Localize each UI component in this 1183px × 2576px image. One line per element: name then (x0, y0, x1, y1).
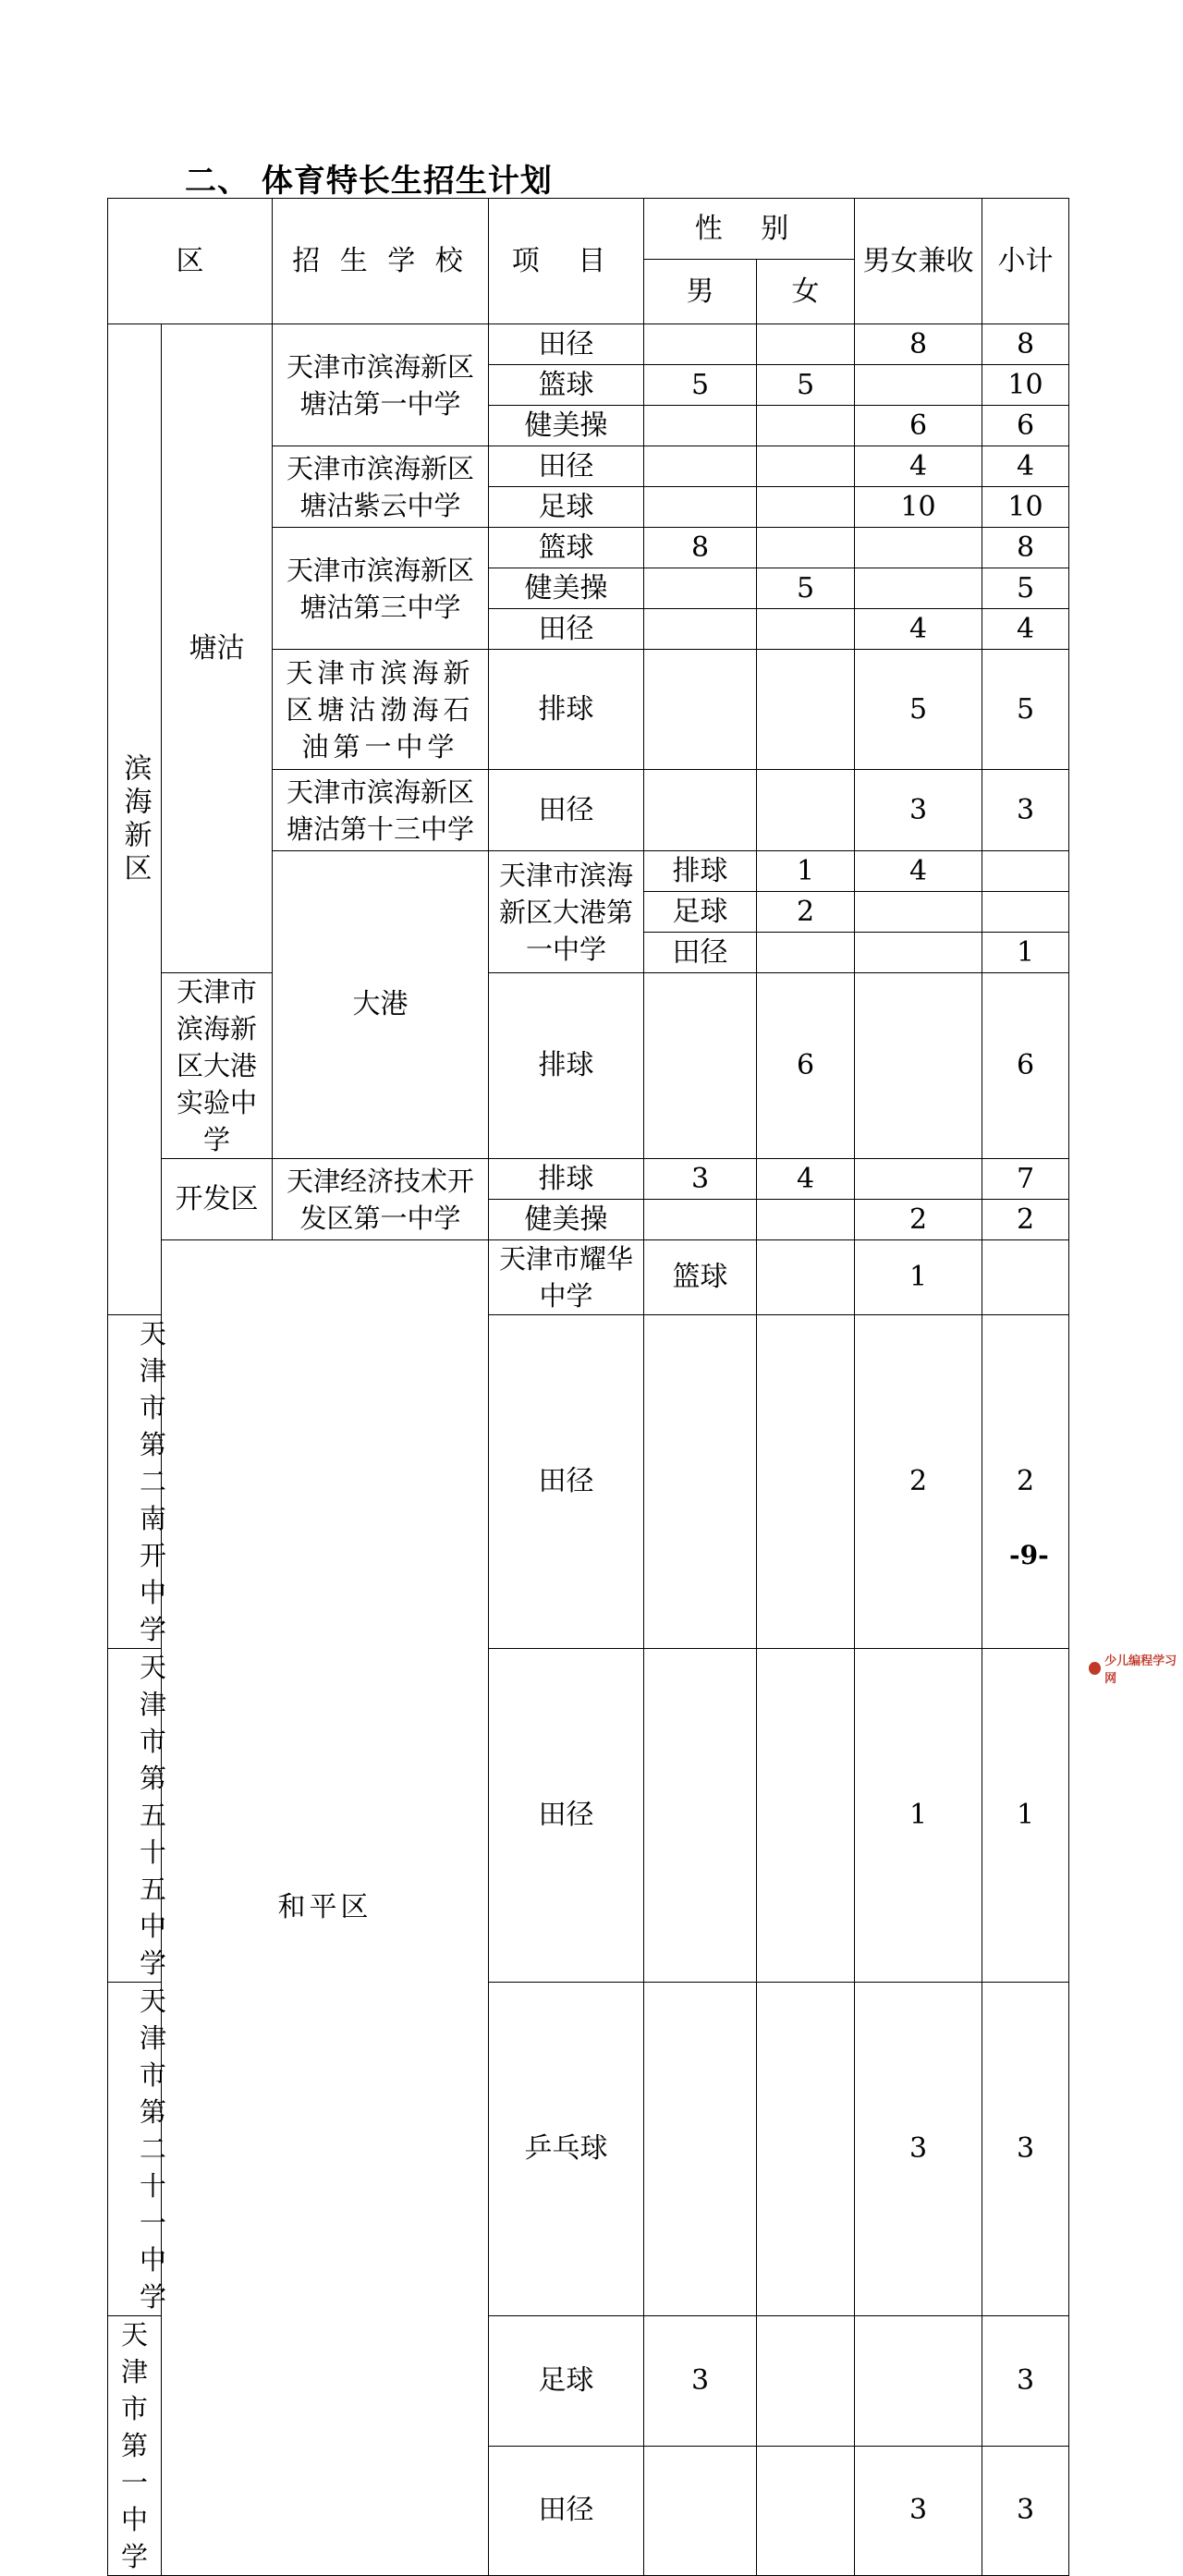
table-row (108, 973, 1069, 1159)
male-cell (644, 1983, 757, 2316)
subtotal-cell: 2 (982, 1200, 1069, 1240)
male-cell: 5 (644, 365, 757, 406)
mixed-cell: 3 (855, 2446, 982, 2576)
subtotal-cell: 10 (982, 365, 1069, 406)
header-mixed: 男女兼收 (855, 199, 982, 324)
school-cell: 天津市第二十一中学 (108, 1983, 162, 2316)
male-cell (644, 487, 757, 528)
subtotal-cell: 3 (982, 770, 1069, 851)
mixed-cell: 5 (855, 650, 982, 770)
subtotal-cell: 4 (982, 609, 1069, 650)
male-cell: 3 (644, 1159, 757, 1200)
mixed-cell: 4 (855, 446, 982, 487)
project-cell: 篮球 (489, 365, 644, 406)
female-cell (757, 1983, 855, 2316)
logo-icon (1089, 1662, 1101, 1675)
enrollment-table (107, 198, 1069, 2576)
mixed-cell: 1 (855, 1649, 982, 1983)
subtotal-cell: 5 (982, 568, 1069, 609)
project-cell: 田径 (489, 324, 644, 365)
male-cell (644, 609, 757, 650)
project-cell: 田径 (489, 2446, 644, 2576)
female-cell (757, 487, 855, 528)
female-cell (757, 324, 855, 365)
subtotal-cell: 3 (982, 2316, 1069, 2447)
school-cell: 天津市第一中学 (108, 2316, 162, 2576)
male-cell (644, 1315, 757, 1649)
footer-logo-text: 少儿编程学习网 (1104, 1654, 1177, 1686)
school-cell: 天津市滨海新区大港第一中学 (489, 851, 644, 973)
subtotal-cell: 2 (982, 1315, 1069, 1649)
female-cell (757, 1200, 855, 1240)
project-cell: 田径 (489, 446, 644, 487)
header-gender: 性 别 (644, 199, 855, 260)
female-cell: 6 (757, 973, 855, 1159)
mixed-cell (855, 365, 982, 406)
female-cell: 4 (757, 1159, 855, 1200)
page-number: -9- (1009, 1540, 1049, 1570)
female-cell (855, 933, 982, 973)
mixed-cell: 2 (855, 1200, 982, 1240)
project-cell: 足球 (644, 892, 757, 933)
male-cell (644, 2446, 757, 2576)
female-cell (757, 406, 855, 446)
table-row (108, 324, 1069, 365)
group-dagang: 大港 (273, 851, 489, 1159)
school-cell: 天津市滨海新区塘沽紫云中学 (273, 446, 489, 528)
mixed-cell: 8 (855, 324, 982, 365)
female-cell (757, 1315, 855, 1649)
male-cell: 2 (757, 892, 855, 933)
subtotal-cell: 8 (982, 324, 1069, 365)
female-cell (757, 528, 855, 568)
group-tanggu: 塘沽 (162, 324, 273, 973)
male-cell: 3 (644, 2316, 757, 2447)
female-cell (757, 2316, 855, 2447)
table-row (108, 1240, 1069, 1315)
female-cell (757, 609, 855, 650)
school-cell: 天津市第二南开中学 (108, 1315, 162, 1649)
male-cell (644, 406, 757, 446)
project-cell: 排球 (489, 1159, 644, 1200)
female-cell (757, 650, 855, 770)
subtotal-cell: 10 (982, 487, 1069, 528)
mixed-cell: 6 (855, 406, 982, 446)
mixed-cell (855, 528, 982, 568)
school-cell: 天津市耀华中学 (489, 1240, 644, 1315)
group-binhai: 滨海新区 (108, 324, 162, 1315)
male-cell: 1 (757, 851, 855, 892)
male-cell (757, 933, 855, 973)
female-cell: 1 (855, 1240, 982, 1315)
school-cell: 天津市滨海新区塘沽第十三中学 (273, 770, 489, 851)
project-cell: 田径 (489, 1315, 644, 1649)
footer-logo (1089, 1651, 1183, 1686)
project-cell: 篮球 (489, 528, 644, 568)
header-district: 区 (108, 199, 273, 324)
mixed-cell: 1 (982, 933, 1069, 973)
male-cell (644, 1200, 757, 1240)
female-cell: 5 (757, 365, 855, 406)
male-cell (644, 973, 757, 1159)
male-cell (644, 650, 757, 770)
project-cell: 排球 (644, 851, 757, 892)
female-cell (757, 770, 855, 851)
female-cell (757, 446, 855, 487)
school-cell: 天津市滨海新区塘沽渤海石油第一中学 (273, 650, 489, 770)
project-cell: 田径 (489, 1649, 644, 1983)
male-cell (644, 568, 757, 609)
mixed-cell (982, 892, 1069, 933)
header-subtotal: 小计 (982, 199, 1069, 324)
male-cell: 8 (644, 528, 757, 568)
subtotal-cell: 3 (982, 1983, 1069, 2316)
project-cell: 足球 (489, 2316, 644, 2447)
header-school: 招 生 学 校 (273, 199, 489, 324)
header-male: 男 (644, 260, 757, 324)
project-cell: 田径 (489, 609, 644, 650)
project-cell: 健美操 (489, 568, 644, 609)
male-cell (644, 446, 757, 487)
school-cell: 天津市滨海新区大港实验中学 (162, 973, 273, 1159)
subtotal-cell: 3 (982, 2446, 1069, 2576)
male-cell (644, 1649, 757, 1983)
female-cell (855, 892, 982, 933)
group-kaifaqu: 开发区 (162, 1159, 273, 1240)
school-cell: 天津市滨海新区塘沽第一中学 (273, 324, 489, 446)
subtotal-cell: 4 (982, 446, 1069, 487)
mixed-cell: 3 (855, 1983, 982, 2316)
mixed-cell (982, 1240, 1069, 1315)
project-cell: 排球 (489, 973, 644, 1159)
subtotal-cell: 1 (982, 1649, 1069, 1983)
project-cell: 乒乓球 (489, 1983, 644, 2316)
mixed-cell (982, 851, 1069, 892)
female-cell: 4 (855, 851, 982, 892)
project-cell: 田径 (489, 770, 644, 851)
project-cell: 排球 (489, 650, 644, 770)
header-female: 女 (757, 260, 855, 324)
subtotal-cell: 7 (982, 1159, 1069, 1200)
subtotal-cell: 5 (982, 650, 1069, 770)
school-cell: 天津市第五十五中学 (108, 1649, 162, 1983)
female-cell (757, 2446, 855, 2576)
mixed-cell (855, 973, 982, 1159)
female-cell: 5 (757, 568, 855, 609)
project-cell: 田径 (644, 933, 757, 973)
mixed-cell: 4 (855, 609, 982, 650)
project-cell: 足球 (489, 487, 644, 528)
project-cell: 健美操 (489, 406, 644, 446)
project-cell: 篮球 (644, 1240, 757, 1315)
mixed-cell (855, 2316, 982, 2447)
header-row (108, 199, 1069, 260)
mixed-cell (855, 568, 982, 609)
subtotal-cell: 6 (982, 406, 1069, 446)
mixed-cell: 10 (855, 487, 982, 528)
section-heading: 二、 体育特长生招生计划 (185, 163, 553, 200)
male-cell (644, 770, 757, 851)
table-row (108, 1159, 1069, 1200)
male-cell (757, 1240, 855, 1315)
subtotal-cell: 6 (982, 973, 1069, 1159)
school-cell: 天津经济技术开发区第一中学 (273, 1159, 489, 1240)
female-cell (757, 1649, 855, 1983)
project-cell: 健美操 (489, 1200, 644, 1240)
subtotal-cell: 8 (982, 528, 1069, 568)
school-cell: 天津市滨海新区塘沽第三中学 (273, 528, 489, 650)
mixed-cell: 2 (855, 1315, 982, 1649)
mixed-cell: 3 (855, 770, 982, 851)
header-project: 项 目 (489, 199, 644, 324)
male-cell (644, 324, 757, 365)
mixed-cell (855, 1159, 982, 1200)
group-heping: 和平区 (162, 1240, 489, 2576)
